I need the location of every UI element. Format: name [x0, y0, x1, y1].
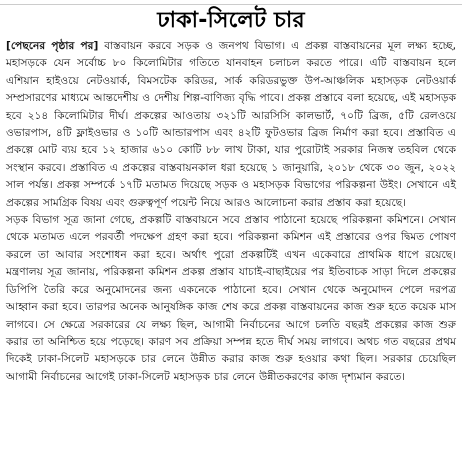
article-paragraph-1	[6, 38, 456, 212]
article-headline: ঢাকা-সিলেট চার	[157, 8, 305, 33]
continuation-tag: [পেছনের পৃষ্ঠার পর]	[6, 40, 99, 52]
top-divider	[0, 4, 462, 5]
paragraph-text: বাস্তবায়ন করবে সড়ক ও জনপথ বিভাগ। এ প্রকল্প বাস্তবায়নের মূল লক্ষ্য হচ্ছে, মহাসড়কে যেন সর্বোচ্চ ৮০ কিলোমিটার গতিতে যানবাহন চলাচল করতে পারে। এটি বাস্তবায়ন হলে এশিয়ান হাইওয়ে নেটওয়ার্ক, বিমসটেক করিডর, সার্ক করিডরভুক্ত উপ-আঞ্চলিক মহাসড়ক নেটওয়ার্ক সম্প্রসারণের মাধ্যমে আন্তদেশীয় ও দেশীয় শিল্প-বাণিজ্য বৃদ্ধি পাবে। প্রকল্প প্রস্তাবে বলা হয়েছে, এই মহাসড়ক হবে ২১৪ কিলোমিটার দীর্ঘ। প্রকল্পের আওতায় ৩২১টি আরসিসি কালভার্ট, ৭০টি ব্রিজ, ৫টি রেলওয়ে ওভারপাস, ৪টি ফ্লাইওভার ও ১০টি আন্ডারপাস এবং ৪২টি ফুটওভার ব্রিজ নির্মাণ করা হবে। প্রস্তাবিত এ প্রকল্পে মোট ব্যয় হবে ১২ হাজার ৬১০ কোটি ৮৮ লাখ টাকা, যার পুরোটাই সরকার নিজস্ব তহবিল থেকে সংস্থান করবে। প্রস্তাবিত এ প্রকল্পের বাস্তবায়নকাল ধরা হয়েছে ১ জানুয়ারি, ২০১৮ থেকে ৩০ জুন, ২০২২ সাল পর্যন্ত। প্রকল্প সম্পর্কে ১৭টি মতামত দিয়েছে সড়ক ও মহাসড়ক বিভাগের পরিকল্পনা উইং। সেখানে এই প্রকল্পের সামগ্রিক বিষয় এবং গুরুত্বপূর্ণ পয়েন্ট নিয়ে আরও আলোচনা করার প্রস্তাব করা হয়েছে।	[6, 40, 456, 209]
paragraph-text: সড়ক বিভাগ সূত্র জানা গেছে, প্রকল্পটি বাস্তবায়নে সবে প্রস্তাব পাঠানো হয়েছে পরিকল্পনা কমিশনে। সেখান থেকে মতামত এলে পরবর্তী পদক্ষেপ গ্রহণ করা হবে। পরিকল্পনা কমিশন এই প্রস্তাবের ওপর দ্বিমত পোষণ করলে তা আবার সংশোধন করা হবে। অর্থাৎ পুরো প্রকল্পটিই এখন একেবারে প্রাথমিক ধাপে রয়েছে। মন্ত্রণালয় সূত্র জানায়, পরিকল্পনা কমিশন প্রকল্প প্রস্তাব যাচাই-বাছাইয়ের পর ইতিবাচক সাড়া দিলে প্রকল্পের ডিপিপি তৈরি করে অনুমোদনের জন্য একনেকে পাঠানো হবে। সেখান থেকে অনুমোদন পেলে দরপত্র আহ্বান করা হবে। তারপর অনেক আনুষঙ্গিক কাজ শেষ করে প্রকল্প বাস্তবায়নের কাজ শুরু হতে কয়েক মাস লাগবে। সে ক্ষেত্রে সরকারের যে লক্ষ্য ছিল, আগামী নির্বাচনের আগে চলতি বছরই প্রকল্পের কাজ শুরু করার তা অনিশ্চিত হয়ে পড়েছে। কারণ সব প্রক্রিয়া সম্পন্ন হতে দীর্ঘ সময় লাগবে। অথচ গত বছরের প্রথম দিকেই ঢাকা-সিলেট মহাসড়কে চার লেনে উন্নীত করার কাজ শুরু হওয়ার কথা ছিল। সরকার চেয়েছিল আগামী নির্বাচনের আগেই ঢাকা-সিলেট মহাসড়ক চার লেনে উন্নীতকরণের কাজ দৃশ্যমান করতে।	[6, 214, 456, 383]
article-paragraph-2	[6, 212, 456, 386]
article-body	[6, 38, 456, 386]
